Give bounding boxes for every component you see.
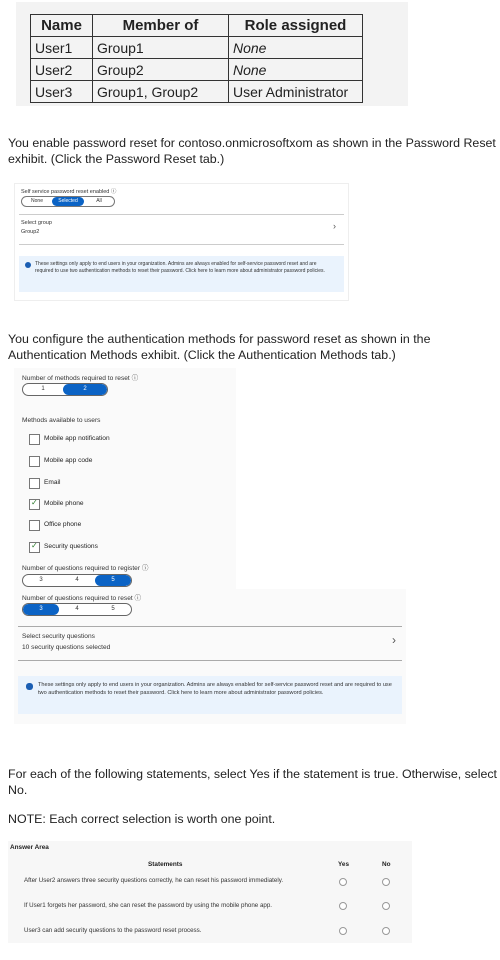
checkbox-security-questions[interactable] xyxy=(29,542,40,553)
cell-role: None xyxy=(229,59,363,81)
instructions-paragraph: For each of the following statements, select Yes if the statement is true. Otherwise, select No. xyxy=(8,767,497,797)
radio-yes-3[interactable] xyxy=(339,927,347,935)
option-1[interactable]: 1 xyxy=(41,386,45,392)
cell-role: None xyxy=(229,37,363,59)
divider xyxy=(19,244,344,245)
chevron-right-icon: › xyxy=(392,633,396,647)
method-label: Mobile phone xyxy=(44,500,84,507)
questions-register-label: Number of questions required to register ⓘ xyxy=(22,565,149,572)
cell-name: User2 xyxy=(31,59,93,81)
questions-value: 10 security questions selected xyxy=(22,644,111,651)
divider xyxy=(18,626,402,627)
divider xyxy=(18,660,402,661)
methods-required-label: Number of methods required to reset ⓘ xyxy=(22,375,139,382)
method-label: Email xyxy=(44,479,61,486)
chevron-right-icon: › xyxy=(333,221,336,231)
method-label: Office phone xyxy=(44,521,82,528)
answer-area-title: Answer Area xyxy=(10,844,49,851)
option-selected[interactable]: Selected xyxy=(52,197,84,206)
divider xyxy=(19,214,344,215)
questions-reset-toggle[interactable] xyxy=(22,603,132,616)
statements-header: Statements xyxy=(148,861,183,868)
table-row xyxy=(31,81,363,103)
checkbox-mobile-app-code[interactable] xyxy=(29,456,40,467)
intro-paragraph-1: You enable password reset for contoso.onmicrosoftxom as shown in the Password Reset exhibit. (Click the Password Reset tab.) xyxy=(8,136,496,166)
radio-no-1[interactable] xyxy=(382,878,390,886)
info-text[interactable]: These settings only apply to end users in your organization. Admins are always enabled for self-service password reset and are required to use two authentication methods to reset their password. Click here to learn more about administrator password policies. xyxy=(35,261,325,274)
info-text[interactable]: These settings only apply to end users in your organization. Admins are always enabled for self-service password reset and are required to use two authentication methods to reset their password. Click here to learn more about administrator password policies. xyxy=(38,682,392,696)
table-row xyxy=(31,37,363,59)
option-5[interactable]: 5 xyxy=(111,606,115,612)
option-3[interactable]: 3 xyxy=(39,577,43,583)
cell-name: User3 xyxy=(31,81,93,103)
option-5[interactable]: 5 xyxy=(95,575,131,586)
radio-no-3[interactable] xyxy=(382,927,390,935)
option-4[interactable]: 4 xyxy=(75,577,79,583)
methods-available-label: Methods available to users xyxy=(22,417,101,424)
option-4[interactable]: 4 xyxy=(75,606,79,612)
password-reset-exhibit xyxy=(14,183,349,301)
option-none[interactable]: None xyxy=(31,198,43,204)
info-banner xyxy=(18,676,402,714)
checkbox-office-phone[interactable] xyxy=(29,520,40,531)
method-label: Mobile app code xyxy=(44,457,93,464)
method-label: Security questions xyxy=(44,543,98,550)
column-header: Role assigned xyxy=(229,15,363,37)
cell-name: User1 xyxy=(31,37,93,59)
note-paragraph: NOTE: Each correct selection is worth one point. xyxy=(8,812,276,826)
statement-2: If User1 forgets her password, she can reset the password by using the mobile phone app. xyxy=(24,902,272,909)
info-banner xyxy=(19,256,344,292)
checkbox-email[interactable] xyxy=(29,478,40,489)
sspr-enabled-label: Self service password reset enabled ⓘ xyxy=(21,189,117,195)
statement-3: User3 can add security questions to the password reset process. xyxy=(24,927,202,934)
authentication-methods-exhibit xyxy=(14,368,236,590)
cell-role: User Administrator xyxy=(229,81,363,103)
methods-required-toggle[interactable] xyxy=(22,383,108,396)
sspr-enabled-toggle[interactable] xyxy=(21,196,115,207)
no-header: No xyxy=(382,861,391,868)
column-header: Member of xyxy=(93,15,229,37)
option-3[interactable]: 3 xyxy=(23,604,59,615)
radio-no-2[interactable] xyxy=(382,902,390,910)
info-icon xyxy=(26,683,33,690)
info-icon xyxy=(25,262,31,268)
users-table-panel xyxy=(16,2,408,106)
checkbox-mobile-app-notification[interactable] xyxy=(29,434,40,445)
select-questions-label: Select security questions xyxy=(22,633,95,640)
option-all[interactable]: All xyxy=(96,198,102,204)
radio-yes-1[interactable] xyxy=(339,878,347,886)
cell-member-of: Group1 xyxy=(93,37,229,59)
questions-register-toggle[interactable] xyxy=(22,574,132,587)
select-group-label: Select group xyxy=(21,220,52,226)
cell-member-of: Group2 xyxy=(93,59,229,81)
column-header: Name xyxy=(31,15,93,37)
answer-area xyxy=(8,841,412,943)
radio-yes-2[interactable] xyxy=(339,902,347,910)
group-value: Group2 xyxy=(21,229,40,235)
table-row xyxy=(31,59,363,81)
option-2[interactable]: 2 xyxy=(63,384,107,395)
yes-header: Yes xyxy=(338,861,350,868)
statement-1: After User2 answers three security questions correctly, he can reset his password immediately. xyxy=(24,877,284,884)
users-table xyxy=(30,14,363,103)
checkbox-mobile-phone[interactable] xyxy=(29,499,40,510)
cell-member-of: Group1, Group2 xyxy=(93,81,229,103)
table-header-row xyxy=(31,15,363,37)
questions-reset-label: Number of questions required to reset ⓘ xyxy=(22,595,142,602)
authentication-methods-exhibit-lower xyxy=(14,589,406,724)
intro-paragraph-2: You configure the authentication methods for password reset as shown in the Authentication Methods exhibit. (Click the Authentication Methods tab.) xyxy=(8,332,431,362)
method-label: Mobile app notification xyxy=(44,435,110,442)
